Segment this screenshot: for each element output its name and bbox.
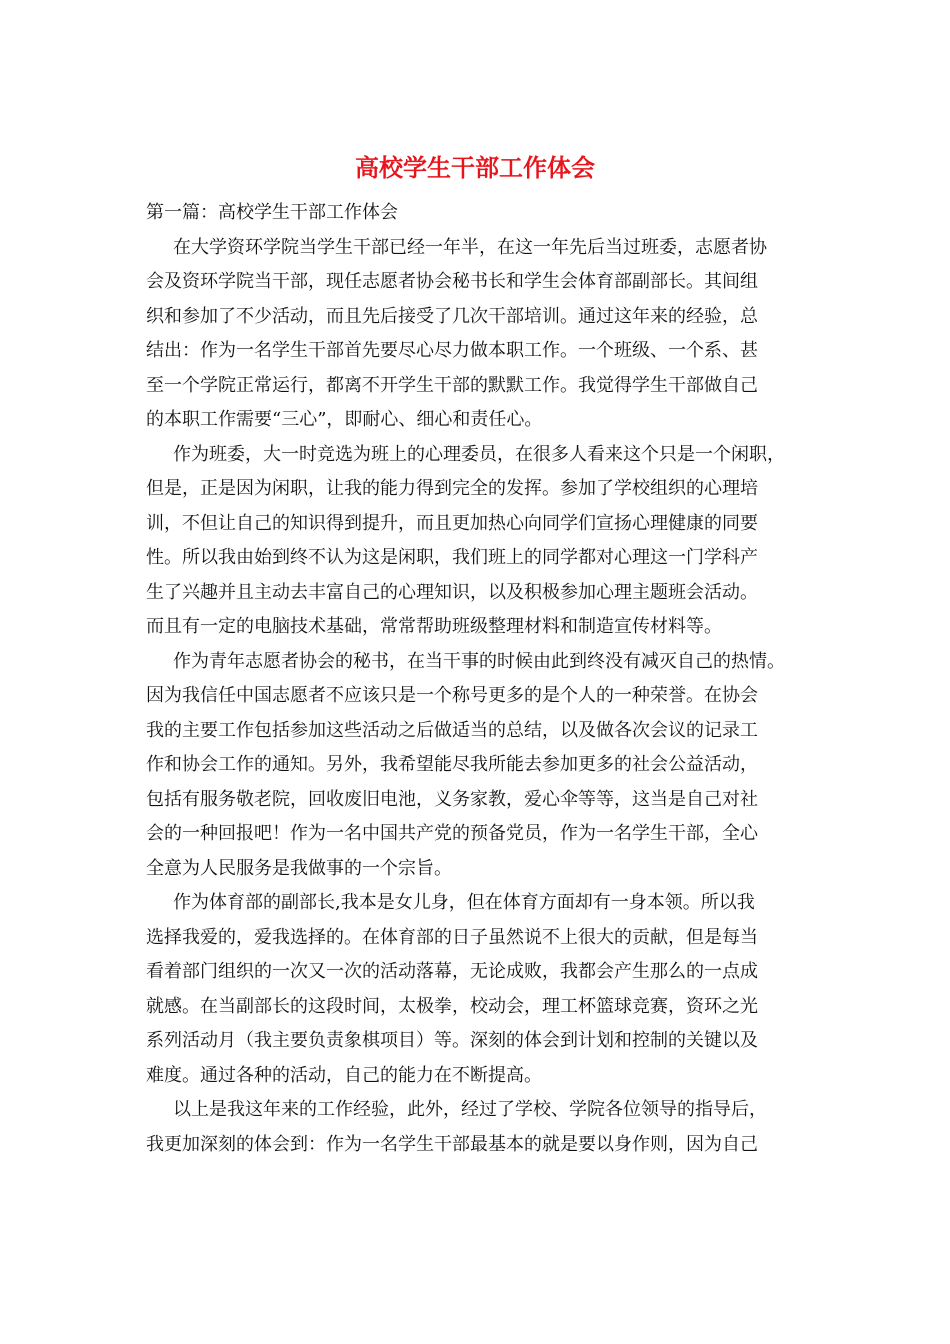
text-line: 第一篇：高校学生干部工作体会 [146,202,398,223]
text-line: 会及资环学院当干部，现任志愿者协会秘书长和学生会体育部副部长。其间组 [146,271,758,292]
text-line: 织和参加了不少活动，而且先后接受了几次干部培训。通过这年来的经验，总 [146,305,758,327]
text-line: 作为班委，大一时竞选为班上的心理委员，在很多人看来这个只是一个闲职， [173,443,785,465]
text-line: 生了兴趣并且主动去丰富自己的心理知识，以及积极参加心理主题班会活动。 [146,581,758,603]
text-line: 我更加深刻的体会到：作为一名学生干部最基本的就是要以身作则，因为自己 [146,1133,758,1155]
text-line: 全意为人民服务是我做事的一个宗旨。 [146,857,452,879]
text-line: 至一个学院正常运行，都离不开学生干部的默默工作。我觉得学生干部做自己 [146,374,758,396]
text-line: 就感。在当副部长的这段时间，太极拳，校动会，理工杯篮球竞赛，资环之光 [146,995,758,1017]
text-line: 作和协会工作的通知。另外，我希望能尽我所能去参加更多的社会公益活动， [146,754,758,775]
text-line: 作为青年志愿者协会的秘书，在当干事的时候由此到终没有减灭自己的热情。 [173,650,785,672]
text-line: 难度。通过各种的活动，自己的能力在不断提高。 [146,1064,542,1086]
text-line: 结出：作为一名学生干部首先要尽心尽力做本职工作。一个班级、一个系、甚 [146,340,758,361]
text-line: 系列活动月（我主要负责象棋项目）等。深刻的体会到计划和控制的关键以及 [146,1030,758,1051]
text-line: 以上是我这年来的工作经验，此外，经过了学校、学院各位领导的指导后， [173,1099,767,1120]
text-line: 在大学资环学院当学生干部已经一年半，在这一年先后当过班委，志愿者协 [173,236,767,258]
text-line: 性。所以我由始到终不认为这是闲职，我们班上的同学都对心理这一门学科产 [146,547,758,568]
document-body [146,196,806,1162]
document-title: 高校学生干部工作体会 [355,153,595,182]
text-line: 我的主要工作包括参加这些活动之后做适当的总结，以及做各次会议的记录工 [146,719,758,741]
text-line: 作为体育部的副部长,我本是女儿身，但在体育方面却有一身本领。所以我 [173,892,755,913]
text-line: 看着部门组织的一次又一次的活动落幕，无论成败，我都会产生那么的一点成 [146,961,758,982]
text-line: 选择我爱的，爱我选择的。在体育部的日子虽然说不上很大的贡献，但是每当 [146,926,758,948]
text-line: 的本职工作需要“三心”，即耐心、细心和责任心。 [146,409,543,430]
text-line: 会的一种回报吧！作为一名中国共产党的预备党员，作为一名学生干部，全心 [146,823,758,844]
text-line: 而且有一定的电脑技术基础，常常帮助班级整理材料和制造宣传材料等。 [146,616,722,637]
text-line: 因为我信任中国志愿者不应该只是一个称号更多的是个人的一种荣誉。在协会 [146,685,758,706]
text-line: 但是，正是因为闲职，让我的能力得到完全的发挥。参加了学校组织的心理培 [146,478,758,499]
text-line: 训，不但让自己的知识得到提升，而且更加热心向同学们宣扬心理健康的同要 [146,512,758,534]
text-line: 包括有服务敬老院，回收废旧电池，义务家教，爱心伞等等，这当是自己对社 [146,788,758,810]
